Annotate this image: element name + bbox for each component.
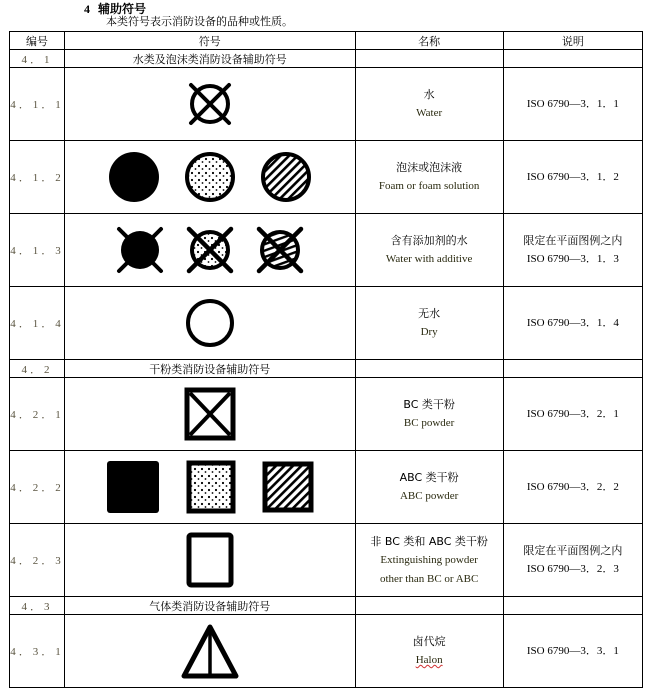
section-title: 辅助符号 (98, 2, 147, 16)
square-x-icon (184, 387, 236, 441)
symbol-cell (65, 68, 355, 141)
table-header-row (10, 32, 643, 50)
row-code: 4．1．1 (10, 68, 65, 141)
name-cell (355, 524, 503, 597)
symbol-cell (65, 524, 355, 597)
name-cell (355, 68, 503, 141)
description-cell (503, 287, 642, 360)
header-name: 名称 (355, 32, 503, 50)
table-row (10, 524, 643, 597)
iso-reference: ISO 6790—3．2．2 (526, 480, 619, 493)
name-cell (355, 615, 503, 688)
table-row (10, 141, 643, 214)
description-cell (503, 524, 642, 597)
circle-x-icon (183, 77, 237, 131)
empty-cell (503, 597, 642, 615)
table-row (10, 287, 643, 360)
square-filled-icon (106, 460, 160, 514)
symbol-cell (65, 615, 355, 688)
symbol-cell (65, 214, 355, 287)
row-code: 4．1．3 (10, 214, 65, 287)
empty-cell (355, 597, 503, 615)
scope-note: 限定在平面图例之内 (523, 544, 623, 557)
name-cell (355, 287, 503, 360)
group-row-dry-powder (10, 360, 643, 378)
name-en: Halon (415, 654, 443, 666)
table-row (10, 615, 643, 688)
header-description: 说明 (503, 32, 642, 50)
triangle-split-icon (180, 622, 240, 680)
section-intro: 本类符号表示消防设备的品种或性质。 (106, 15, 293, 28)
name-en: BC powder (403, 417, 455, 429)
group-row-gas (10, 597, 643, 615)
row-code: 4．2．1 (10, 378, 65, 451)
group-title: 干粉类消防设备辅助符号 (65, 360, 355, 378)
empty-cell (355, 360, 503, 378)
circle-empty-icon (183, 296, 237, 350)
auxiliary-symbols-table (9, 31, 643, 688)
header-code: 编号 (10, 32, 65, 50)
iso-reference: ISO 6790—3．1．3 (526, 253, 619, 265)
description-cell (503, 214, 642, 287)
table-row (10, 451, 643, 524)
circle-hatched-x-icon (252, 222, 308, 278)
iso-reference: ISO 6790—3．2．3 (526, 563, 619, 575)
row-code: 4．1．4 (10, 287, 65, 360)
empty-cell (503, 360, 642, 378)
symbol-cell (65, 451, 355, 524)
iso-reference: ISO 6790—3．3．1 (526, 644, 619, 657)
group-row-water-foam (10, 50, 643, 68)
group-title: 水类及泡沫类消防设备辅助符号 (65, 50, 355, 68)
name-zh: 泡沫或泡沫液 (396, 161, 463, 174)
name-en: ABC powder (399, 490, 459, 502)
table-row (10, 378, 643, 451)
name-zh: 卤代烷 (412, 635, 446, 648)
circle-filled-x-icon (112, 222, 168, 278)
iso-reference: ISO 6790—3．1．4 (526, 316, 619, 329)
name-zh: 无水 (418, 307, 441, 320)
name-cell (355, 141, 503, 214)
description-cell (503, 615, 642, 688)
header-symbol: 符号 (65, 32, 355, 50)
circle-dotted-x-icon (182, 222, 238, 278)
row-code: 4．2．3 (10, 524, 65, 597)
iso-reference: ISO 6790—3．2．1 (526, 407, 619, 420)
square-hatched-icon (262, 461, 314, 513)
name-zh: ABC 类干粉 (399, 471, 459, 484)
name-cell (355, 214, 503, 287)
circle-filled-icon (107, 150, 161, 204)
section-number: 4 (84, 2, 90, 16)
group-code: 4．2 (10, 360, 65, 378)
table-row (10, 68, 643, 141)
row-code: 4．2．2 (10, 451, 65, 524)
square-dotted-icon (186, 460, 236, 514)
iso-reference: ISO 6790—3．1．1 (526, 97, 619, 110)
table-row (10, 214, 643, 287)
row-code: 4．3．1 (10, 615, 65, 688)
empty-cell (355, 50, 503, 68)
description-cell (503, 378, 642, 451)
group-code: 4．3 (10, 597, 65, 615)
name-en: Foam or foam solution (378, 180, 480, 192)
name-cell (355, 378, 503, 451)
row-code: 4．1．2 (10, 141, 65, 214)
scope-note: 限定在平面图例之内 (523, 234, 623, 247)
symbol-cell (65, 287, 355, 360)
name-zh: BC 类干粉 (403, 398, 455, 411)
group-title: 气体类消防设备辅助符号 (65, 597, 355, 615)
symbol-cell (65, 378, 355, 451)
circle-hatched-icon (259, 150, 313, 204)
name-en: Extinguishing powder (380, 553, 478, 566)
square-empty-icon (186, 532, 234, 588)
iso-reference: ISO 6790—3．1．2 (526, 170, 619, 183)
name-en: Dry (420, 326, 438, 338)
name-en: Water with additive (385, 253, 473, 265)
circle-dotted-icon (183, 150, 237, 204)
description-cell (503, 141, 642, 214)
name-en-line2: other than BC or ABC (379, 572, 479, 585)
description-cell (503, 451, 642, 524)
name-en: Water (416, 107, 443, 119)
name-zh: 水 (423, 88, 435, 101)
group-code: 4．1 (10, 50, 65, 68)
symbol-cell (65, 141, 355, 214)
name-zh: 非 BC 类和 ABC 类干粉 (370, 534, 488, 548)
empty-cell (503, 50, 642, 68)
name-zh: 含有添加剂的水 (390, 234, 468, 247)
name-cell (355, 451, 503, 524)
description-cell (503, 68, 642, 141)
